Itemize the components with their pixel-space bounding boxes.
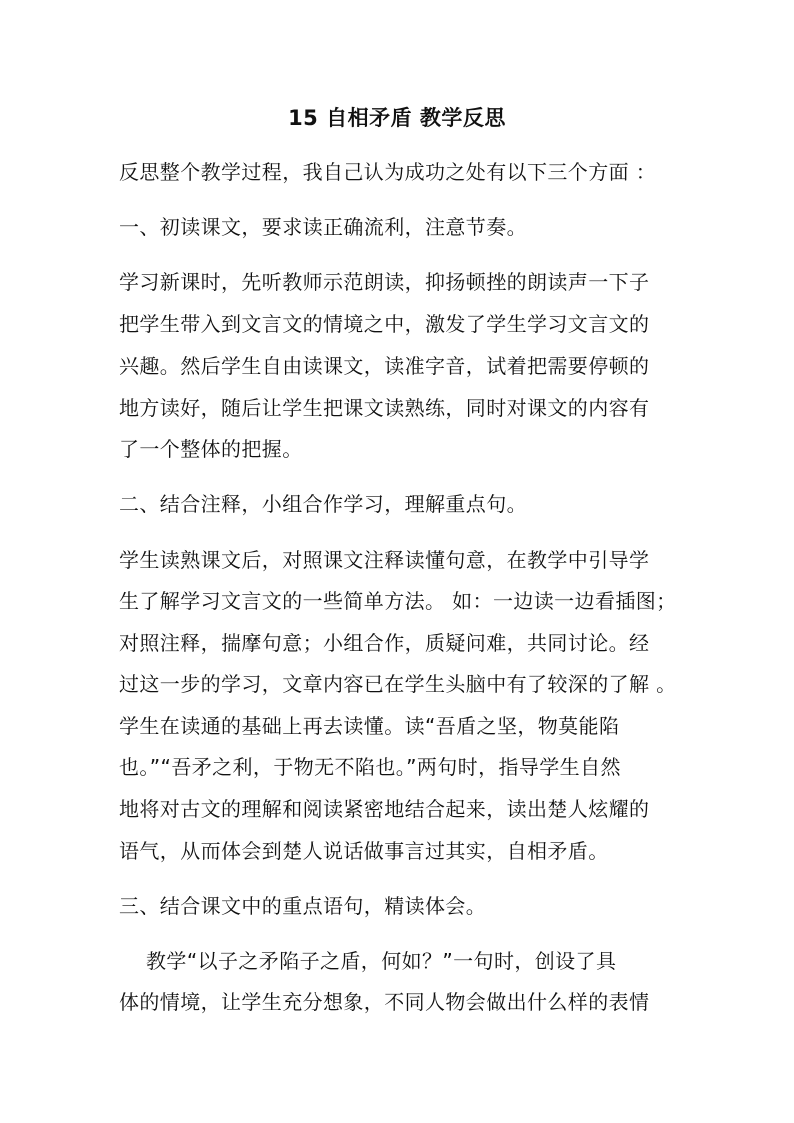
paragraph-line: 地方读好，随后让学生把课文读熟练，同时对课文的内容有 <box>119 396 650 420</box>
paragraph-line: 教学“以子之矛陷子之盾，何如？”一句时，创设了具 <box>119 949 617 973</box>
document-title: 15 自相矛盾 教学反思 <box>288 106 506 130</box>
paragraph-line: 对照注释，揣摩句意；小组合作，质疑问难，共同讨论。经 <box>119 631 650 655</box>
paragraph-line: 了一个整体的把握。 <box>119 437 303 461</box>
paragraph-line: 生了解学习文言文的一些简单方法。 如：一边读一边看插图； <box>119 589 677 613</box>
section-1-heading: 一、初读课文，要求读正确流利，注意节奏。 <box>119 215 527 239</box>
section-2-heading: 二、结合注释，小组合作学习，理解重点句。 <box>119 492 527 516</box>
section-3-heading: 三、结合课文中的重点语句，精读体会。 <box>119 894 487 918</box>
paragraph-line: 也。”“吾矛之利，于物无不陷也。”两句时，指导学生自然 <box>119 755 621 779</box>
paragraph-line: 过这一步的学习，文章内容已在学生头脑中有了较深的了解 。 <box>119 672 677 696</box>
paragraph-line: 学生读熟课文后，对照课文注释读懂句意，在教学中引导学 <box>119 548 650 572</box>
paragraph-line: 把学生带入到文言文的情境之中，激发了学生学习文言文的 <box>119 312 650 336</box>
intro-line: 反思整个教学过程，我自己认为成功之处有以下三个方面 ： <box>119 160 657 184</box>
paragraph-line: 学习新课时，先听教师示范朗读，抑扬顿挫的朗读声一下子 <box>119 270 650 294</box>
paragraph-line: 语气，从而体会到楚人说话做事言过其实，自相矛盾。 <box>119 839 609 863</box>
paragraph-line: 体的情境，让学生充分想象，不同人物会做出什么样的表情 <box>119 990 650 1014</box>
paragraph-line: 兴趣。然后学生自由读课文，读准字音，试着把需要停顿的 <box>119 354 650 378</box>
paragraph-line: 学生在读通的基础上再去读懂。读“吾盾之坚，物莫能陷 <box>119 714 620 738</box>
paragraph-line: 地将对古文的理解和阅读紧密地结合起来，读出楚人炫耀的 <box>119 797 650 821</box>
